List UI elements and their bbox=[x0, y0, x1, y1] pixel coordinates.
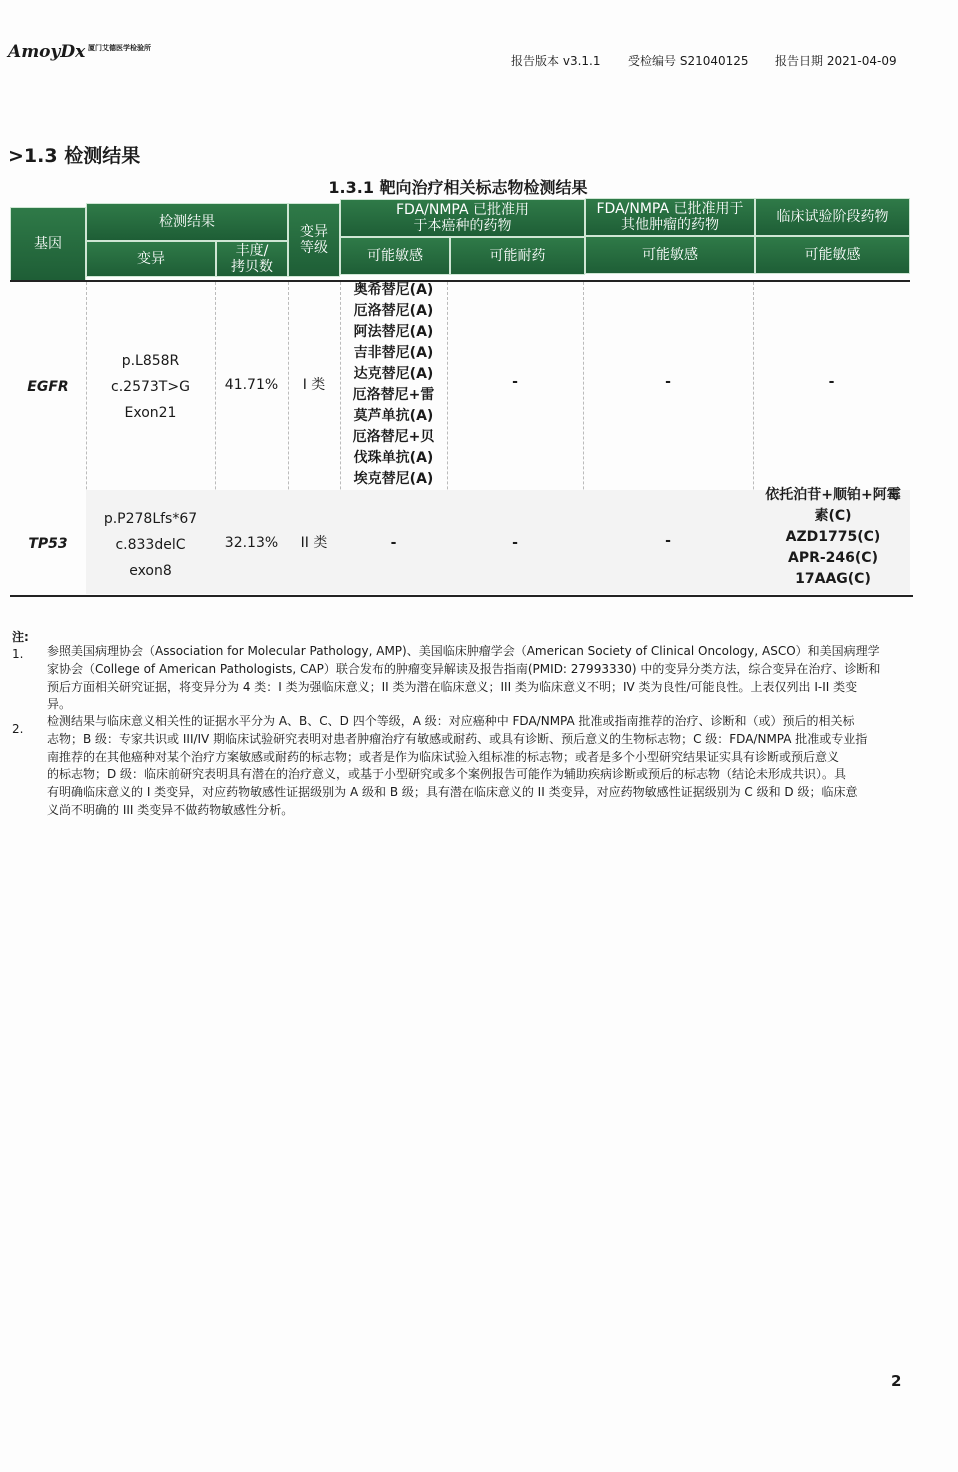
variant-exon: exon8 bbox=[129, 563, 172, 579]
variant-exon: Exon21 bbox=[124, 405, 177, 421]
drug-list-clinical-sensitive bbox=[753, 484, 913, 590]
sample-id bbox=[628, 52, 749, 69]
date-value: 2021-04-09 bbox=[826, 54, 897, 68]
variant bbox=[86, 492, 215, 598]
note-line: 志物；B 级：专家共识或 III/IV 期临床试验研究表明对患者肿瘤治疗有敏感或耐药、或具有诊断、预后意义的生物标志物；C 级：FDA/NMPA 批准或专业指 bbox=[47, 731, 868, 746]
page-number: 2 bbox=[891, 1372, 902, 1390]
logo-subtitle: 厦门艾德医学检验所 bbox=[88, 44, 151, 52]
header-freq: 丰度/拷贝数 bbox=[216, 241, 288, 277]
drug: APR-246(C) bbox=[788, 549, 878, 566]
header-same-sensitive: 可能敏感 bbox=[340, 237, 450, 275]
variant-level: II 类 bbox=[300, 534, 328, 551]
gene: TP53 bbox=[28, 535, 68, 552]
section-title: >1.3 检测结果 bbox=[8, 145, 141, 167]
drug: 17AAG(C) bbox=[795, 570, 871, 587]
header-level: 变异等级 bbox=[288, 203, 340, 277]
header-same-resistant: 可能耐药 bbox=[450, 237, 585, 275]
other-sensitive: - bbox=[665, 532, 671, 549]
drug: 阿法替尼(A) bbox=[353, 324, 434, 340]
note-line: 义尚不明确的 III 类变异不做药物敏感性分析。 bbox=[47, 802, 294, 817]
note-line: 异。 bbox=[47, 697, 72, 712]
version-label: 报告版本 bbox=[511, 54, 560, 68]
drug: 素(C) bbox=[814, 507, 852, 524]
variant-cdna: c.833delC bbox=[115, 537, 186, 553]
drug: 吉非替尼(A) bbox=[353, 345, 434, 361]
drug: 奥希替尼(A) bbox=[353, 282, 434, 298]
frequency: 41.71% bbox=[224, 376, 279, 393]
header-variant: 变异 bbox=[86, 241, 216, 277]
drug: 埃克替尼(A) bbox=[353, 471, 434, 487]
note-line: 的标志物；D 级：临床前研究表明具有潜在的治疗意义，或基于小型研究或多个案例报告可能作为辅助疾病诊断或预后的标志物（结论未形成共识）。具 bbox=[47, 767, 847, 782]
drug: 达克替尼(A) bbox=[353, 366, 434, 382]
note-line: 参照美国病理协会（Association for Molecular Pathology, AMP)、美国临床肿瘤学会（American Society of Clinical Oncology, ASCO）和美国病理学 bbox=[47, 644, 880, 658]
note-number: 1. bbox=[12, 647, 24, 661]
note-line: 预后方面相关研究证据，将变异分为 4 类：I 类为强临床意义；II 类为潜在临床意义；III 类为临床意义不明；IV 类为良性/可能良性。上表仅列出 I-II 类变 bbox=[47, 679, 858, 694]
version-value: v3.1.1 bbox=[562, 54, 601, 68]
variant-level: I 类 bbox=[302, 376, 326, 393]
drug: 厄洛替尼+贝 bbox=[352, 429, 435, 445]
drug: 厄洛替尼(A) bbox=[353, 303, 434, 319]
drug: AZD1775(C) bbox=[785, 528, 881, 545]
logo: AmoyDx bbox=[8, 42, 86, 62]
note-line: 南推荐的在其他癌种对某个治疗方案敏感或耐药的标志物；或者是作为临床试验入组标准的标志物；或者是多个小型研究结果证实具有诊断或预后意义 bbox=[47, 749, 840, 764]
header-clinical-sensitive: 可能敏感 bbox=[755, 236, 910, 274]
note-1 bbox=[47, 643, 903, 714]
date-label: 报告日期 bbox=[775, 54, 824, 68]
same-resistant: - bbox=[512, 373, 518, 390]
note-line: 检测结果与临床意义相关性的证据水平分为 A、B、C、D 四个等级，A 级：对应癌种中 FDA/NMPA 批准或指南推荐的治疗、诊断和（或）预后的相关标 bbox=[47, 714, 855, 728]
header-result: 检测结果 bbox=[86, 203, 288, 241]
table-title: 1.3.1 靶向治疗相关标志物检测结果 bbox=[328, 178, 588, 197]
same-resistant: - bbox=[512, 534, 518, 551]
other-sensitive: - bbox=[665, 373, 671, 390]
note-line: 家协会（College of American Pathologists, CAP）联合发布的肿瘤变异解读及报告指南(PMID: 27993330) 中的变异分类方法，综合变异在治疗、诊断和 bbox=[47, 661, 881, 676]
drug: 厄洛替尼+雷 bbox=[352, 387, 435, 403]
drug-list-same-sensitive bbox=[340, 278, 447, 492]
sample-value: S21040125 bbox=[679, 54, 749, 68]
variant-protein: p.P278Lfs*67 bbox=[103, 511, 198, 527]
drug: 依托泊苷+顺铂+阿霉 bbox=[765, 486, 901, 503]
header-approved-same: FDA/NMPA 已批准用于本癌种的药物 bbox=[340, 199, 585, 237]
header-gene: 基因 bbox=[10, 207, 86, 281]
report-date bbox=[775, 52, 897, 69]
drug: 莫芦单抗(A) bbox=[353, 408, 434, 424]
note-line: 有明确临床意义的 I 类变异，对应药物敏感性证据级别为 A 级和 B 级；具有潜在临床意义的 II 类变异，对应药物敏感性证据级别为 C 级和 D 级；临床意 bbox=[47, 785, 858, 800]
variant-protein: p.L858R bbox=[121, 353, 180, 369]
frequency: 32.13% bbox=[224, 534, 279, 551]
header-approved-other: FDA/NMPA 已批准用于其他肿瘤的药物 bbox=[585, 198, 755, 236]
variant-cdna: c.2573T>G bbox=[111, 379, 190, 395]
variant bbox=[86, 282, 215, 492]
note-2 bbox=[47, 713, 903, 820]
sample-label: 受检编号 bbox=[628, 54, 677, 68]
header-other-sensitive: 可能敏感 bbox=[585, 236, 755, 274]
drug: 伐珠单抗(A) bbox=[353, 450, 434, 466]
note-number: 2. bbox=[12, 722, 24, 736]
header-clinical: 临床试验阶段药物 bbox=[755, 198, 910, 236]
clinical-sensitive: - bbox=[828, 373, 835, 390]
gene: EGFR bbox=[27, 378, 69, 395]
notes-label: 注: bbox=[12, 630, 29, 644]
version bbox=[511, 52, 600, 69]
same-sensitive: - bbox=[390, 534, 397, 551]
